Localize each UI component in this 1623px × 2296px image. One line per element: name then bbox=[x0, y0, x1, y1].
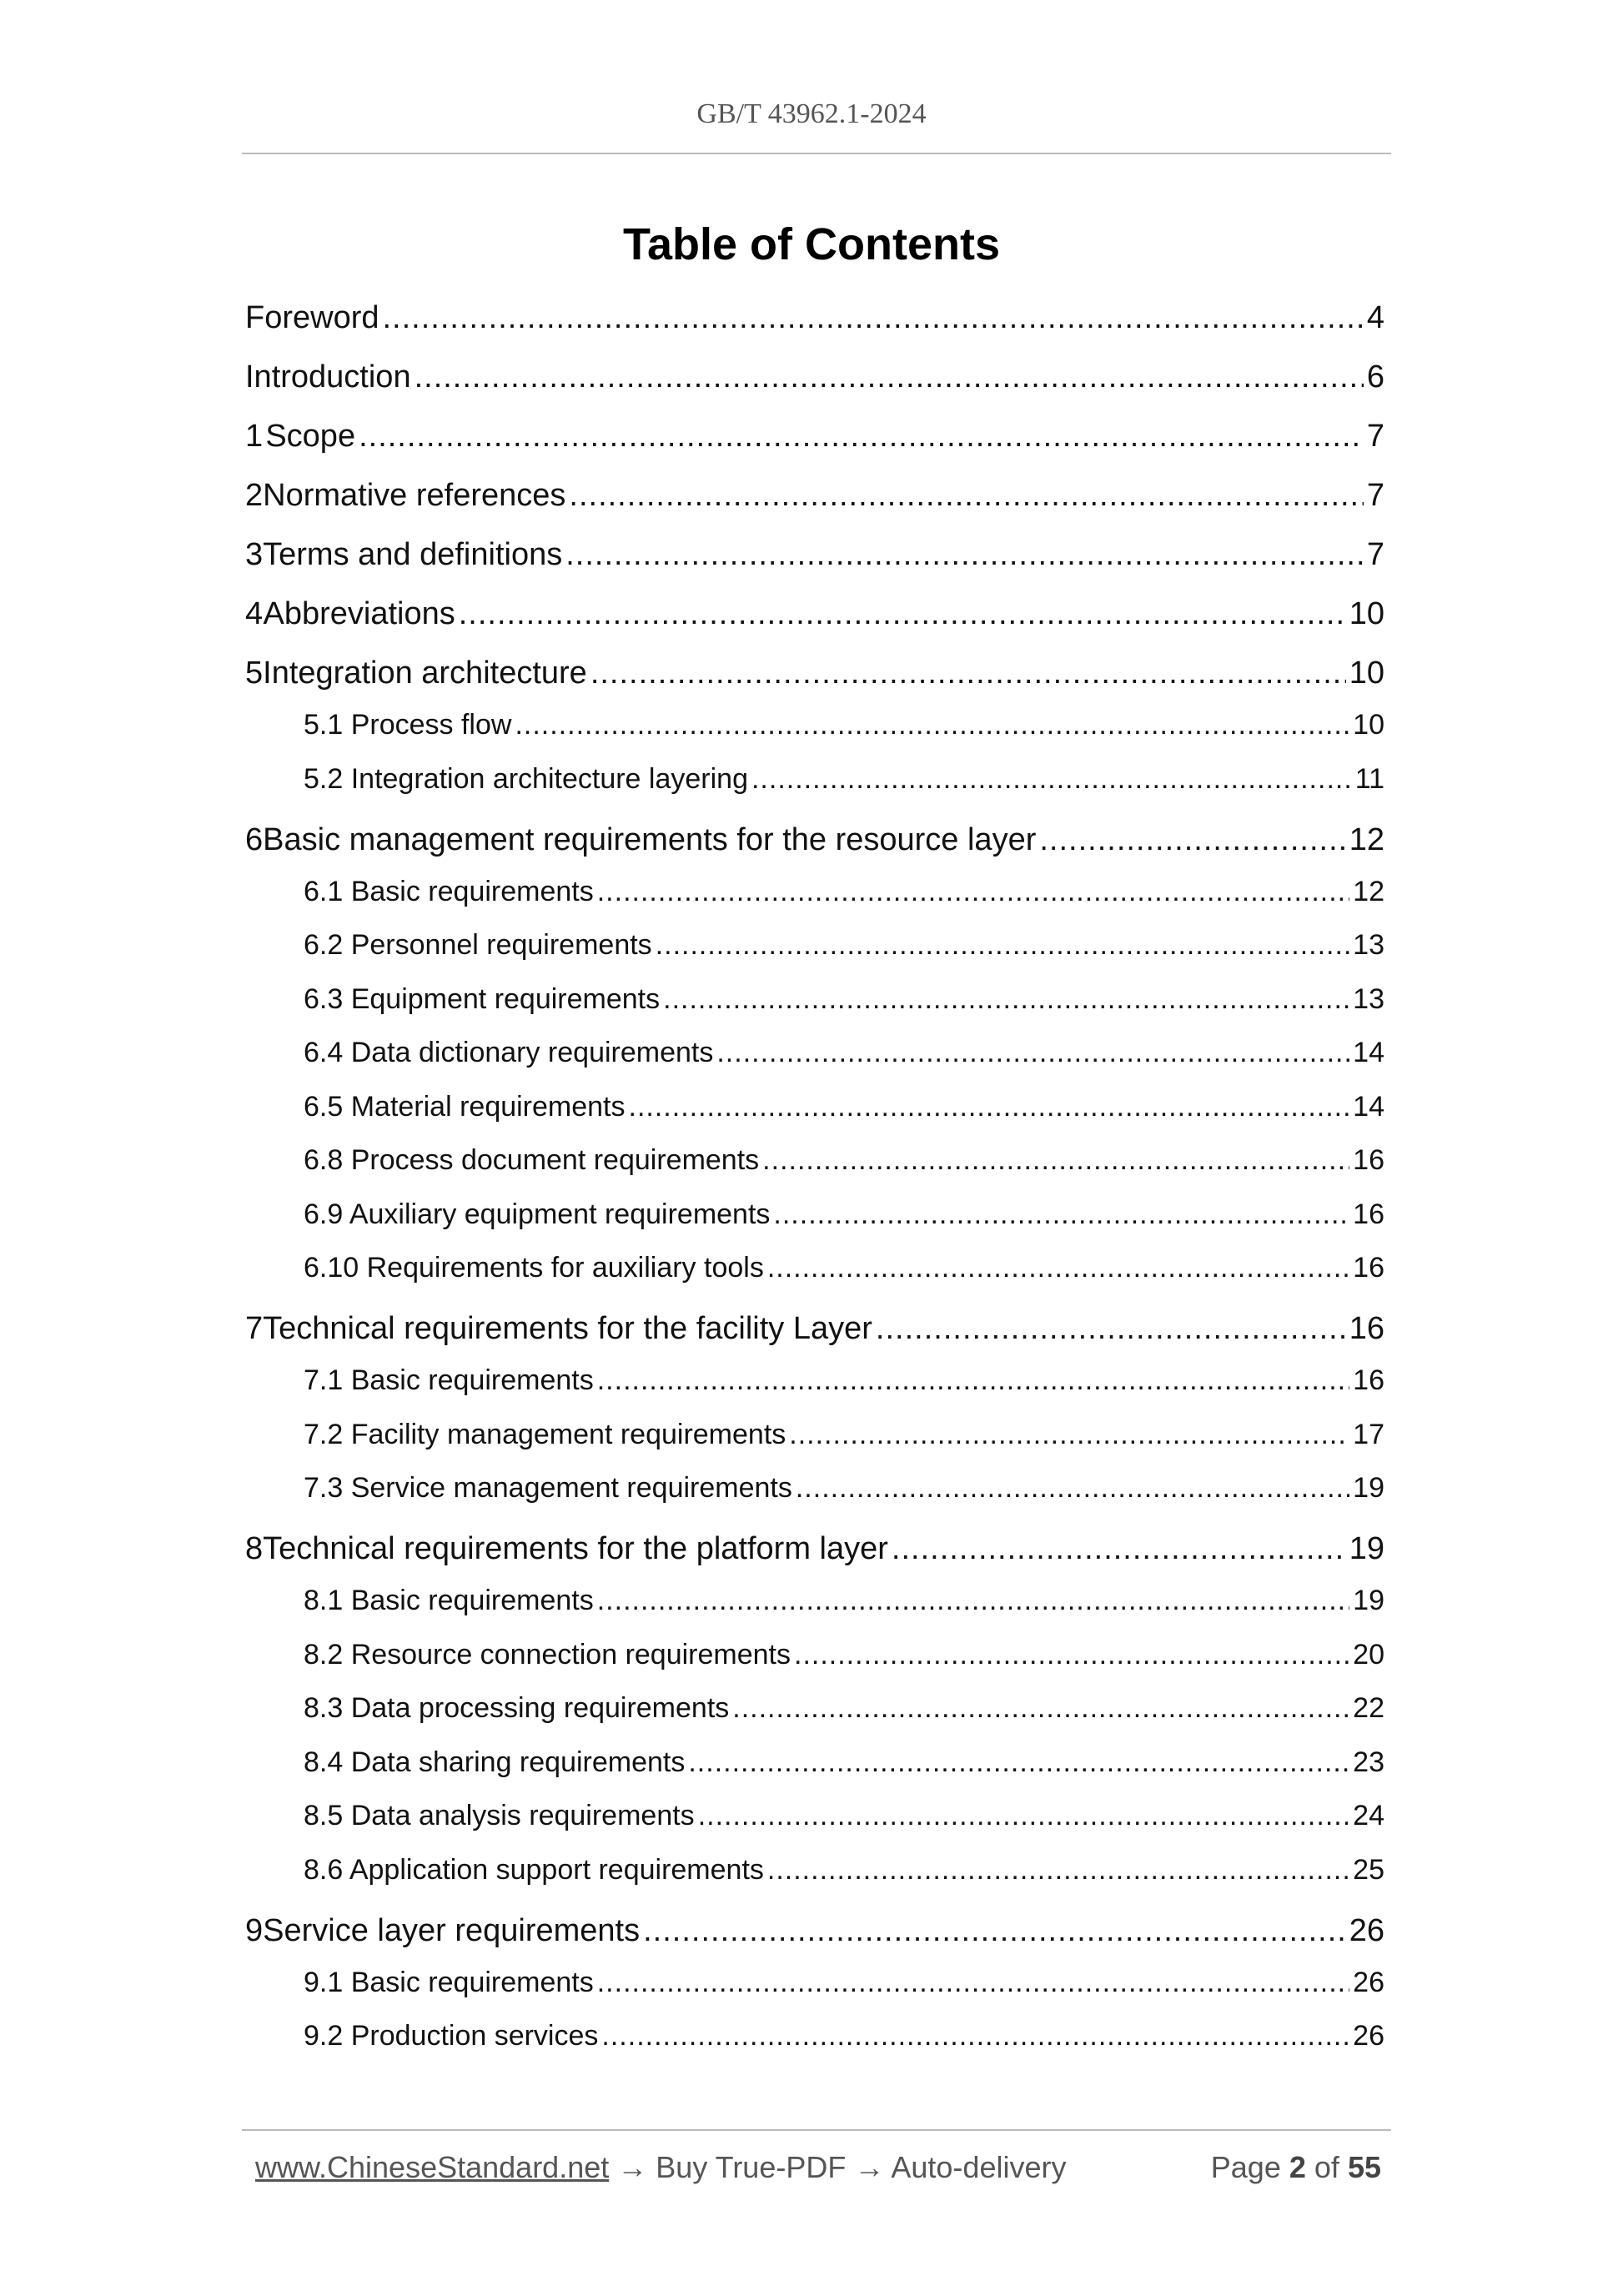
toc-entry[interactable] bbox=[245, 300, 1384, 336]
toc-leader-dots bbox=[796, 1472, 1349, 1505]
toc-entry-label: 6.4 Data dictionary requirements bbox=[304, 1037, 714, 1068]
footer-promo bbox=[255, 2150, 1066, 2185]
toc-entry-page: 16 bbox=[1353, 1198, 1384, 1230]
toc-entry[interactable] bbox=[245, 1692, 1384, 1725]
toc-entry-label: 8.1 Basic requirements bbox=[304, 1585, 594, 1616]
toc-leader-dots bbox=[876, 1311, 1346, 1347]
toc-entry-number: 4 bbox=[245, 596, 264, 631]
arrow-icon: → bbox=[854, 2150, 885, 2184]
toc-entry-label: Terms and definitions bbox=[263, 537, 563, 572]
toc-entry[interactable] bbox=[245, 709, 1384, 741]
toc-entry-page: 26 bbox=[1353, 2020, 1384, 2052]
toc-entry[interactable] bbox=[245, 2020, 1384, 2052]
toc-entry-label: 6.9 Auxiliary equipment requirements bbox=[304, 1198, 771, 1230]
toc-entry-label: Integration architecture bbox=[263, 656, 587, 691]
toc-leader-dots bbox=[751, 763, 1352, 796]
toc-entry-page: 14 bbox=[1353, 1090, 1384, 1123]
toc-entry-page: 4 bbox=[1366, 300, 1384, 335]
toc-leader-dots bbox=[597, 1967, 1349, 1999]
toc-entry-page: 7 bbox=[1366, 419, 1384, 454]
toc-entry[interactable] bbox=[245, 1531, 1384, 1567]
toc-entry-label: 9.2 Production services bbox=[304, 2020, 599, 2052]
toc-entry-page: 6 bbox=[1366, 359, 1384, 394]
toc-entry-page: 25 bbox=[1353, 1853, 1384, 1886]
toc-leader-dots bbox=[597, 1364, 1349, 1397]
site-link[interactable]: www.ChineseStandard.net bbox=[255, 2150, 610, 2184]
toc-leader-dots bbox=[794, 1639, 1349, 1671]
toc-entry-page: 7 bbox=[1366, 537, 1384, 572]
toc-entry-number: 7 bbox=[245, 1311, 264, 1346]
toc-entry-label: Technical requirements for the facility Layer bbox=[263, 1311, 872, 1346]
toc-entry-label: 6.1 Basic requirements bbox=[304, 875, 594, 907]
toc-entry[interactable] bbox=[245, 983, 1384, 1016]
page-total: 55 bbox=[1347, 2150, 1381, 2184]
toc-entry-label: 8.5 Data analysis requirements bbox=[304, 1800, 695, 1831]
toc-entry[interactable] bbox=[245, 1913, 1384, 1949]
toc-leader-dots bbox=[569, 478, 1363, 514]
toc-entry-number: 2 bbox=[245, 478, 264, 513]
toc-entry[interactable] bbox=[245, 596, 1384, 632]
toc-entry-page: 20 bbox=[1353, 1638, 1384, 1671]
toc-entry-label: Basic management requirements for the resource layer bbox=[263, 821, 1037, 857]
auto-delivery-text: Auto-delivery bbox=[891, 2150, 1067, 2184]
toc-entry-label: Abbreviations bbox=[263, 596, 455, 631]
toc-entry-label: 6.10 Requirements for auxiliary tools bbox=[304, 1252, 764, 1284]
toc-entry-number: 3 bbox=[245, 537, 264, 572]
toc-entry-page: 19 bbox=[1353, 1472, 1384, 1504]
toc-entry[interactable] bbox=[245, 478, 1384, 514]
toc-entry-page: 23 bbox=[1353, 1746, 1384, 1778]
toc-leader-dots bbox=[415, 359, 1364, 395]
toc-entry-page: 24 bbox=[1353, 1800, 1384, 1831]
toc-entry-label: Technical requirements for the platform layer bbox=[263, 1531, 888, 1566]
toc-entry-label: 6.5 Material requirements bbox=[304, 1090, 626, 1123]
toc-entry[interactable] bbox=[245, 419, 1384, 455]
toc-entry[interactable] bbox=[245, 1144, 1384, 1177]
toc-leader-dots bbox=[459, 596, 1346, 632]
toc-entry-label: 5.2 Integration architecture layering bbox=[304, 762, 748, 795]
toc-entry-label: 8.2 Resource connection requirements bbox=[304, 1638, 791, 1671]
buy-pdf-text[interactable]: Buy True-PDF bbox=[656, 2150, 847, 2184]
toc-entry-number: 8 bbox=[245, 1531, 264, 1566]
toc-leader-dots bbox=[892, 1531, 1346, 1567]
toc-entry-number: 6 bbox=[245, 821, 264, 857]
toc-entry-label: 8.4 Data sharing requirements bbox=[304, 1746, 686, 1778]
toc-entry-page: 16 bbox=[1353, 1144, 1384, 1176]
toc-leader-dots bbox=[565, 537, 1364, 573]
toc-leader-dots bbox=[643, 1913, 1346, 1949]
toc-leader-dots bbox=[515, 709, 1349, 741]
toc-entry[interactable] bbox=[245, 1585, 1384, 1617]
toc-entry-page: 10 bbox=[1349, 596, 1384, 631]
toc-entry-page: 10 bbox=[1349, 656, 1384, 691]
toc-entry-label: 8.6 Application support requirements bbox=[304, 1853, 764, 1886]
header-rule bbox=[242, 153, 1391, 154]
toc-entry-page: 16 bbox=[1349, 1311, 1384, 1346]
toc-leader-dots bbox=[767, 1854, 1349, 1887]
toc-leader-dots bbox=[597, 876, 1349, 908]
toc-entry-page: 19 bbox=[1353, 1585, 1384, 1616]
toc-entry-page: 13 bbox=[1353, 929, 1384, 961]
toc-entry-number: 9 bbox=[245, 1912, 264, 1948]
toc-entry-page: 14 bbox=[1353, 1037, 1384, 1068]
arrow-icon: → bbox=[617, 2150, 648, 2184]
toc-leader-dots bbox=[698, 1800, 1349, 1832]
toc-entry-label: 8.3 Data processing requirements bbox=[304, 1692, 730, 1724]
toc-entry[interactable] bbox=[245, 1091, 1384, 1123]
footer-rule bbox=[242, 2129, 1391, 2131]
toc-entry-page: 12 bbox=[1353, 875, 1384, 907]
toc-entry[interactable] bbox=[245, 1198, 1384, 1231]
toc-entry-label: 5.1 Process flow bbox=[304, 709, 512, 741]
toc-entry[interactable] bbox=[245, 1252, 1384, 1284]
toc-leader-dots bbox=[601, 2020, 1349, 2052]
toc-entry[interactable] bbox=[245, 1967, 1384, 1999]
toc-entry-page: 13 bbox=[1353, 982, 1384, 1015]
toc-entry-page: 12 bbox=[1349, 821, 1384, 857]
toc-leader-dots bbox=[789, 1419, 1349, 1451]
toc-leader-dots bbox=[762, 1144, 1349, 1177]
toc-entry-page: 16 bbox=[1353, 1252, 1384, 1284]
toc-entry-label: 7.2 Facility management requirements bbox=[304, 1418, 786, 1450]
page-word: Page bbox=[1210, 2150, 1281, 2184]
toc-leader-dots bbox=[656, 929, 1349, 962]
toc-entry[interactable] bbox=[245, 822, 1384, 858]
toc-entry[interactable] bbox=[245, 1800, 1384, 1832]
toc-entry[interactable] bbox=[245, 1311, 1384, 1347]
toc-leader-dots bbox=[767, 1252, 1349, 1284]
toc-entry-label: Scope bbox=[265, 419, 356, 454]
toc-entry-page: 26 bbox=[1353, 1966, 1384, 1998]
toc-title: Table of Contents bbox=[623, 219, 1000, 269]
toc-entry[interactable] bbox=[245, 876, 1384, 908]
toc-entry[interactable] bbox=[245, 537, 1384, 573]
toc-entry[interactable] bbox=[245, 1419, 1384, 1451]
toc-entry-label: 6.8 Process document requirements bbox=[304, 1144, 760, 1176]
toc-leader-dots bbox=[597, 1585, 1349, 1617]
toc-leader-dots bbox=[773, 1198, 1349, 1231]
toc-entry-page: 26 bbox=[1349, 1912, 1384, 1948]
page-number bbox=[1211, 2150, 1381, 2185]
toc-entry-page: 11 bbox=[1354, 762, 1384, 795]
toc-entry[interactable] bbox=[245, 1746, 1384, 1779]
toc-entry-page: 19 bbox=[1349, 1531, 1384, 1566]
toc-leader-dots bbox=[716, 1037, 1349, 1069]
toc-entry[interactable] bbox=[245, 359, 1384, 395]
toc-entry-label: 6.3 Equipment requirements bbox=[304, 982, 661, 1015]
toc-entry[interactable] bbox=[245, 929, 1384, 962]
toc-entry[interactable] bbox=[245, 1639, 1384, 1671]
document-id-header: GB/T 43962.1-2024 bbox=[696, 98, 927, 129]
toc-entry-label: Introduction bbox=[245, 359, 411, 394]
toc-entry-page: 10 bbox=[1353, 709, 1384, 741]
toc-leader-dots bbox=[732, 1692, 1349, 1725]
toc-leader-dots bbox=[383, 300, 1364, 336]
toc-leader-dots bbox=[359, 419, 1364, 455]
toc-entry[interactable] bbox=[245, 763, 1384, 796]
toc-leader-dots bbox=[688, 1746, 1349, 1779]
toc-entry-page: 22 bbox=[1353, 1692, 1384, 1724]
toc-entry-label: Service layer requirements bbox=[263, 1912, 641, 1948]
toc-entry[interactable] bbox=[245, 1037, 1384, 1069]
toc-entry-label: 7.3 Service management requirements bbox=[304, 1472, 792, 1504]
toc-entry[interactable] bbox=[245, 1364, 1384, 1397]
toc-leader-dots bbox=[663, 983, 1349, 1016]
toc-entry-label: 9.1 Basic requirements bbox=[304, 1966, 594, 1998]
toc-entry-page: 7 bbox=[1366, 478, 1384, 513]
toc-leader-dots bbox=[629, 1091, 1350, 1123]
toc-entry-label: 6.2 Personnel requirements bbox=[304, 929, 652, 961]
page-current: 2 bbox=[1289, 2150, 1306, 2184]
toc-entry[interactable] bbox=[245, 656, 1384, 691]
toc-leader-dots bbox=[1039, 822, 1345, 858]
toc-entry-label: Foreword bbox=[245, 300, 379, 335]
of-word: of bbox=[1314, 2150, 1339, 2184]
toc-leader-dots bbox=[590, 656, 1346, 691]
toc-entry-label: 7.1 Basic requirements bbox=[304, 1364, 594, 1396]
toc-entry[interactable] bbox=[245, 1854, 1384, 1887]
toc-entry-number: 1 bbox=[245, 419, 264, 454]
toc-entry-label: Normative references bbox=[263, 478, 566, 513]
toc-entry[interactable] bbox=[245, 1472, 1384, 1505]
toc-entry-page: 17 bbox=[1353, 1418, 1384, 1450]
toc-entry-page: 16 bbox=[1353, 1364, 1384, 1396]
toc-entry-number: 5 bbox=[245, 656, 264, 691]
